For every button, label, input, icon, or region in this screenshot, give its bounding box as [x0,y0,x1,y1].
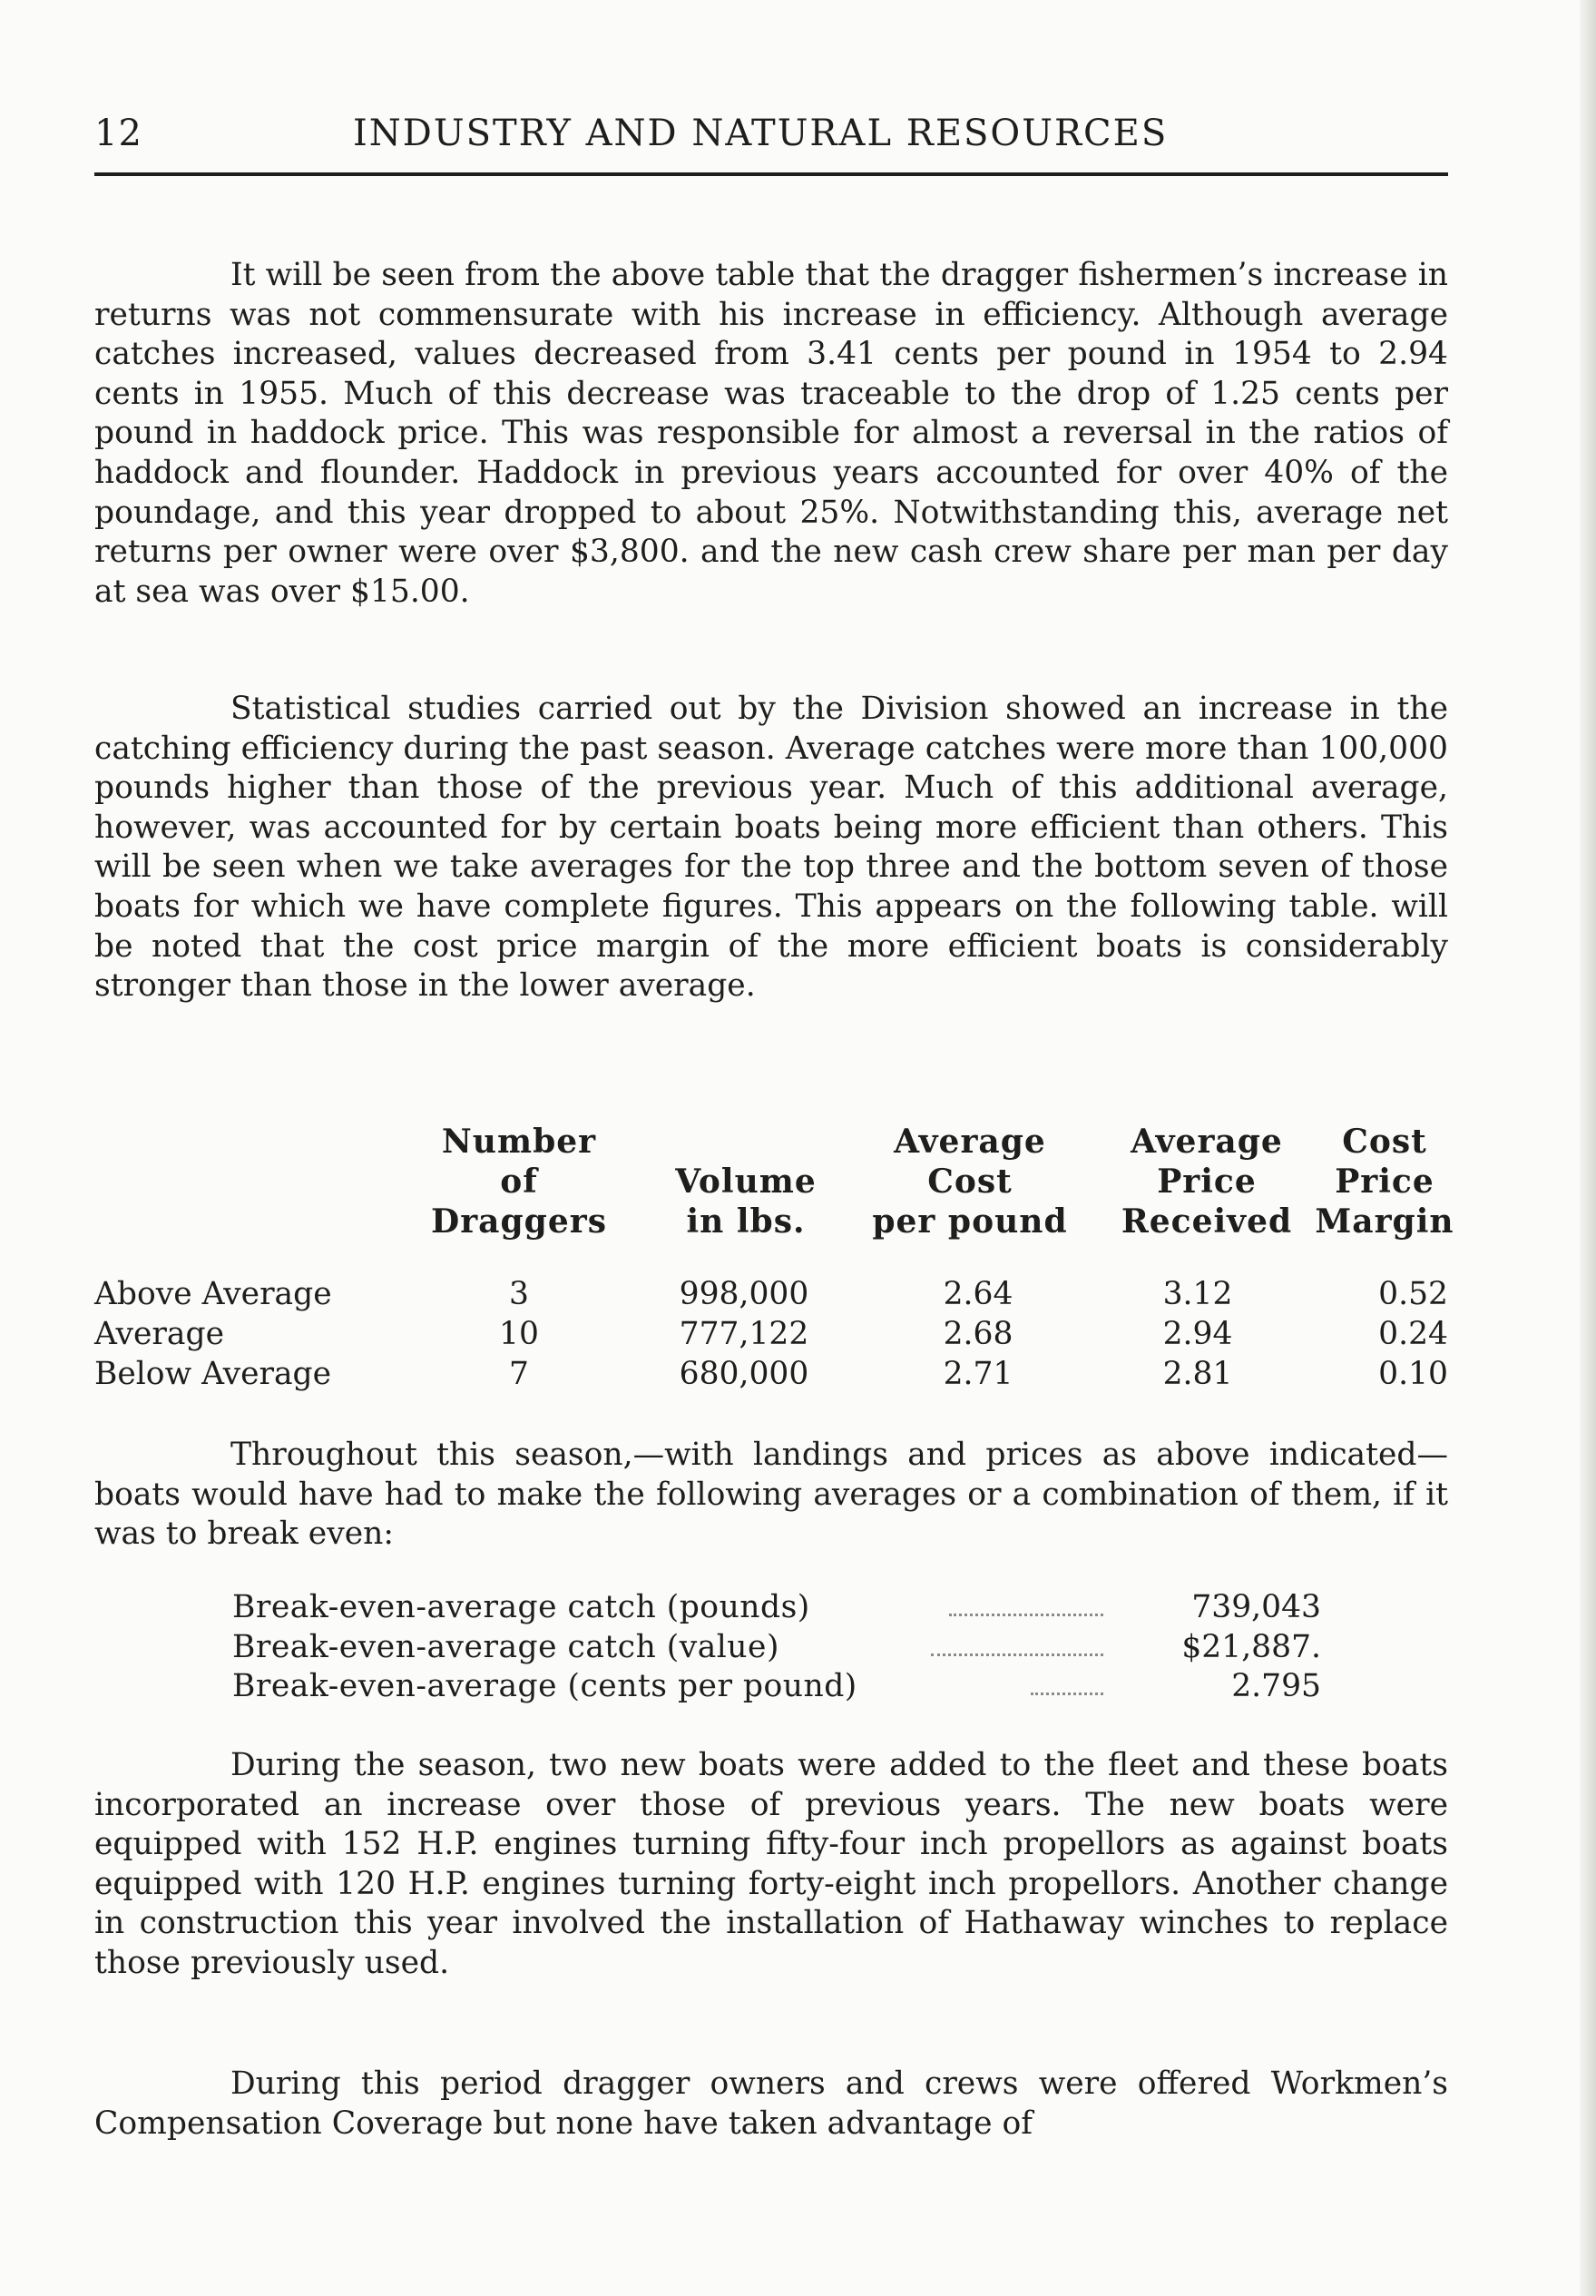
table-row-label: Above Average [94,1276,332,1312]
table-cell-draggers: 7 [509,1356,529,1392]
header-volume: Volume in lbs. [675,1163,817,1241]
page-header [94,107,1448,171]
table-row-label: Average [94,1316,224,1352]
break-even-value: 2.795 [1231,1668,1321,1705]
table-cell-margin: 0.52 [1378,1276,1448,1312]
table-cell-draggers: 3 [509,1276,529,1312]
header-number-of-draggers: Number of Draggers [431,1123,607,1241]
header-rule [94,172,1448,176]
dot-leader [1031,1689,1103,1695]
table-cell-price: 2.94 [1162,1316,1233,1352]
table-cell-cost: 2.71 [943,1356,1013,1392]
table-cell-cost: 2.68 [943,1316,1013,1352]
page-number: 12 [94,113,142,154]
header-average-cost: Average Cost per pound [872,1123,1068,1241]
break-even-list [232,1588,1321,1707]
table-cell-margin: 0.10 [1378,1356,1448,1392]
paragraph-4: During the season, two new boats were added to the fleet and these boats incorporated an increase over those of previous years. The new boats were equipped with 152 H.P. engines turning fifty-four inch propellors as against boats equipped with 120 H.P. engines turning forty-eight inch propellors. Another change in construction this year involved the installation of Hathaway winches to replace those previously used. [94,1747,1448,1981]
table-cell-price: 3.12 [1162,1276,1233,1312]
table-cell-margin: 0.24 [1378,1316,1448,1352]
paragraph-1: It will be seen from the above table that the dragger fishermen’s increase in returns was not commensurate with his increase in efficiency. Although average catches increased, values decreased from 3.41 cents per pound in 1954 to 2.94 cents in 1955. Much of this decrease was traceable to the drop of 1.25 cents per pound in haddock price. This was responsible for almost a reversal in the ratios of haddock and flounder. Haddock in previous years accounted for over 40% of the poundage, and this year dropped to about 25%. Notwithstanding this, average net returns per owner were over $3,800. and the new cash crew share per man per day at sea was over $15.00. [94,257,1448,610]
table-cell-volume: 998,000 [679,1276,809,1312]
table-cell-price: 2.81 [1162,1356,1233,1392]
break-even-row [232,1628,1321,1668]
header-cost-price-margin: Cost Price Margin [1315,1123,1454,1241]
dragger-efficiency-table [94,1122,1454,1394]
header-average-price: Average Price Received [1121,1123,1293,1241]
running-head: INDUSTRY AND NATURAL RESOURCES [353,113,1169,154]
dot-leader [949,1610,1103,1616]
dot-leader [931,1650,1103,1656]
break-even-label: Break-even-average catch (pounds) [232,1589,810,1625]
table-row-label: Below Average [94,1356,332,1392]
paragraph-3: Throughout this season,—with landings and prices as above indicated—boats would have had to make the following averages or a combination of them, if it was to break even: [94,1437,1448,1553]
break-even-value: $21,887. [1181,1628,1321,1665]
table-cell-cost: 2.64 [943,1276,1013,1312]
paragraph-2: Statistical studies carried out by the Division showed an increase in the catching efficiency during the past season. Average catches were more than 100,000 pounds higher than those of the previous year. Much of this additional average, however, was accounted for by certain boats being more efficient than others. This will be seen when we take averages for the top three and the bottom seven of those boats for which we have complete figures. This appears on the following table. will be noted that the cost price margin of the more efficient boats is considerably stronger than those in the lower average. [94,691,1448,1005]
paragraph-5: During this period dragger owners and crews were offered Workmen’s Compensation Coverage but none have taken advantage of [94,2065,1448,2142]
break-even-value: 739,043 [1191,1589,1321,1625]
table-cell-draggers: 10 [499,1316,539,1352]
page-edge-shadow [1580,0,1596,2296]
break-even-label: Break-even-average catch (value) [232,1628,779,1665]
break-even-row [232,1588,1321,1628]
break-even-row [232,1667,1321,1707]
table-cell-volume: 777,122 [679,1316,809,1352]
break-even-label: Break-even-average (cents per pound) [232,1668,857,1705]
table-cell-volume: 680,000 [679,1356,809,1392]
